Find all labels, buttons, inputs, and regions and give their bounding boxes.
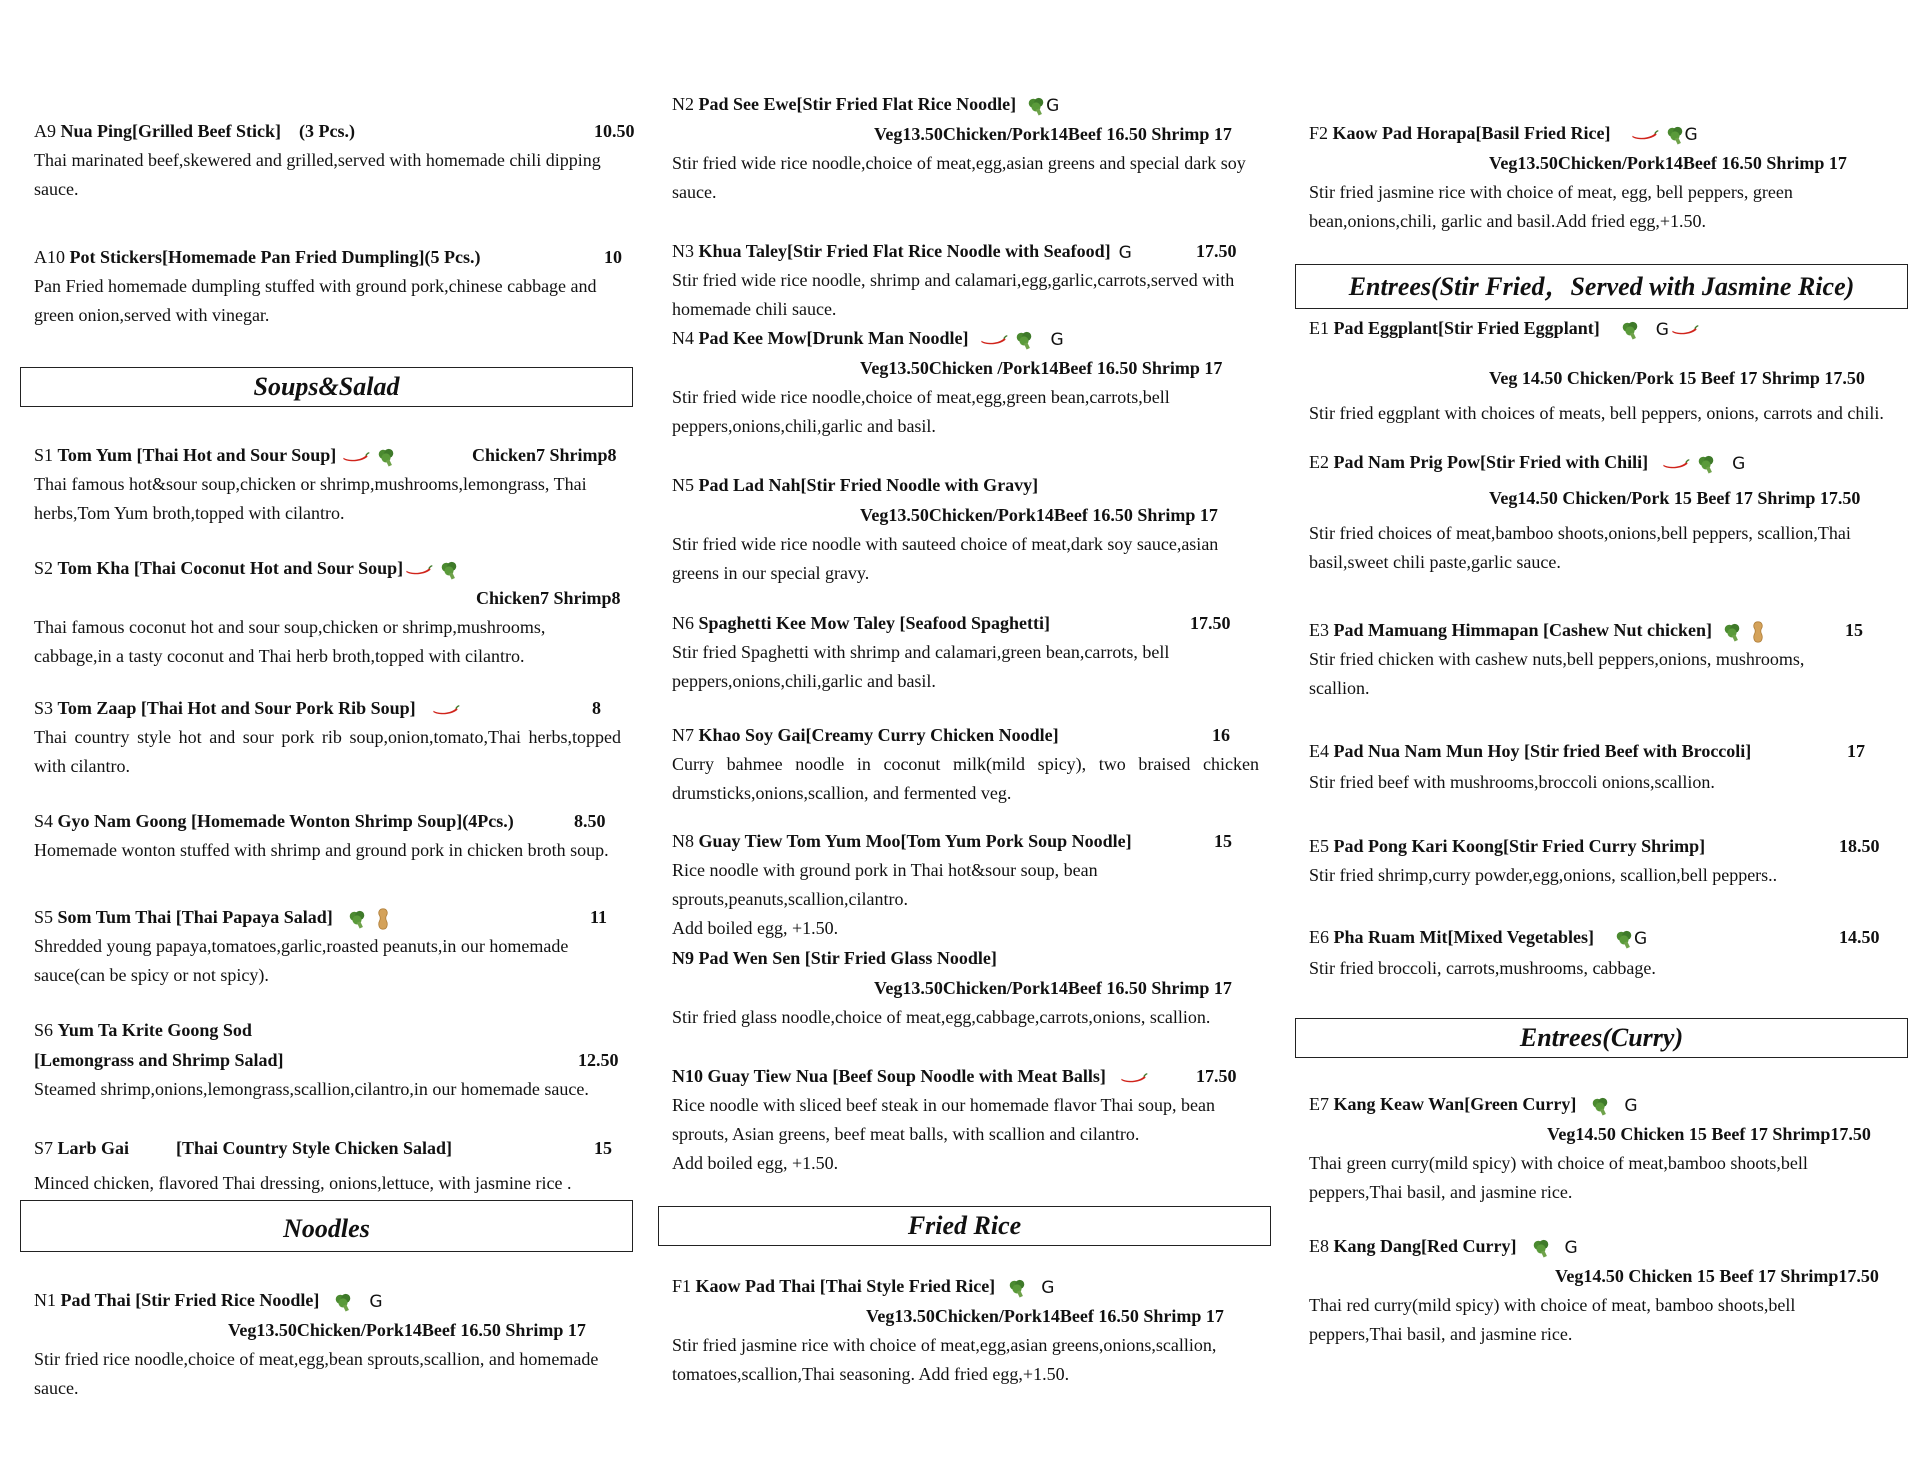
description: Curry bahmee noodle in coconut milk(mild spicy), two braised chicken drumsticks,onions,scallion, and fermented veg.	[672, 754, 1259, 803]
description: Rice noodle with ground pork in Thai hot&sour soup, bean sprouts,peanuts,scallion,cilantro.	[672, 860, 1098, 909]
menu-item-s5: S5 Som Tum Thai [Thai Papaya Salad] 11 Shredded young papaya,tomatoes,garlic,roasted peanuts,in our homemade sauce(can be spicy or not spicy).	[34, 902, 621, 990]
menu-item-s1: S1 Tom Yum [Thai Hot and Sour Soup] Chicken7 Shrimp8 Thai famous hot&sour soup,chicken or shrimp,mushrooms,lemongrass, Thai herbs,Tom Yum broth,topped with cilantro.	[34, 440, 621, 528]
broccoli-icon	[376, 447, 396, 467]
menu-item-n2: N2 Pad See Ewe[Stir Fried Flat Rice Noodle] G Veg13.50Chicken/Pork14Beef 16.50 Shrimp 17 Stir fried wide rice noodle,choice of meat,egg,asian greens and special dark soy sauce.	[672, 89, 1259, 207]
description: Stir fried wide rice noodle with sauteed choice of meat,dark soy sauce,asian greens in our special gravy.	[672, 534, 1219, 583]
price: 16	[1212, 725, 1230, 745]
broccoli-icon	[1665, 125, 1685, 145]
menu-item-n4: N4 Pad Kee Mow[Drunk Man Noodle] G Veg13.50Chicken /Pork14Beef 16.50 Shrimp 17 Stir fried wide rice noodle,choice of meat,egg,green bean,carrots,bell peppers,onions,chili,garlic and basil.	[672, 323, 1259, 441]
price: 17.50	[1190, 613, 1231, 633]
gluten-free-marker: G	[1624, 1095, 1638, 1116]
description: Thai country style hot and sour pork rib soup,onion,tomato,Thai herbs,topped with cilantro.	[34, 727, 621, 776]
menu-item-e8: E8 Kang Dang[Red Curry] G Veg14.50 Chicken 15 Beef 17 Shrimp17.50 Thai red curry(mild spicy) with choice of meat, bamboo shoots,bell peppers,Thai basil, and jasmine rice.	[1309, 1231, 1896, 1349]
chili-icon	[1120, 1072, 1148, 1084]
price: Veg13.50Chicken/Pork14Beef 16.50 Shrimp 17	[860, 505, 1218, 525]
price: 14.50	[1839, 927, 1880, 947]
description: Thai red curry(mild spicy) with choice of meat, bamboo shoots,bell peppers,Thai basil, and jasmine rice.	[1309, 1295, 1796, 1344]
menu-item-e7: E7 Kang Keaw Wan[Green Curry] G Veg14.50 Chicken 15 Beef 17 Shrimp17.50 Thai green curry(mild spicy) with choice of meat,bamboo shoots,bell peppers,Thai basil, and jasmine rice.	[1309, 1089, 1896, 1207]
price: Veg13.50Chicken/Pork14Beef 16.50 Shrimp 17	[866, 1306, 1224, 1326]
price: Chicken7 Shrimp8	[476, 588, 621, 608]
price: 8.50	[574, 811, 606, 831]
chili-icon	[405, 564, 433, 576]
gluten-free-marker: G	[1655, 319, 1669, 340]
description: Stir fried jasmine rice with choice of meat, egg, bell peppers, green bean,onions,chili, garlic and basil.Add fried egg,+1.50.	[1309, 182, 1793, 231]
menu-item-e1: E1 Pad Eggplant[Stir Fried Eggplant] G Veg 14.50 Chicken/Pork 15 Beef 17 Shrimp 17.50 Stir fried eggplant with choices of meats, bell peppers, onions, carrots and chili.	[1309, 313, 1896, 428]
section-header-fried-rice: Fried Rice	[658, 1206, 1271, 1246]
peanut-icon	[1752, 621, 1764, 643]
price: Veg13.50Chicken/Pork14Beef 16.50 Shrimp 17	[228, 1320, 586, 1340]
description: Stir fried glass noodle,choice of meat,egg,cabbage,carrots,onions, scallion.	[672, 1007, 1211, 1027]
chili-icon	[1671, 324, 1699, 336]
broccoli-icon	[1722, 622, 1742, 642]
price: 10	[604, 247, 622, 267]
chili-icon	[980, 334, 1008, 346]
description: Stir fried shrimp,curry powder,egg,onions, scallion,bell peppers..	[1309, 865, 1778, 885]
menu-item-e4: E4 Pad Nua Nam Mun Hoy [Stir fried Beef with Broccoli] 17 Stir fried beef with mushrooms,broccoli onions,scallion.	[1309, 736, 1896, 797]
price: 15	[594, 1138, 612, 1158]
menu-item-n1: N1 Pad Thai [Stir Fried Rice Noodle] G Veg13.50Chicken/Pork14Beef 16.50 Shrimp 17 Stir fried rice noodle,choice of meat,egg,bean sprouts,scallion, and homemade sauce.	[34, 1285, 621, 1403]
chili-icon	[342, 451, 370, 463]
menu-item-e6: E6 Pha Ruam Mit[Mixed Vegetables] G 14.50 Stir fried broccoli, carrots,mushrooms, cabbage.	[1309, 922, 1896, 983]
description: Thai green curry(mild spicy) with choice of meat,bamboo shoots,bell peppers,Thai basil, and jasmine rice.	[1309, 1153, 1808, 1202]
description: Stir fried chicken with cashew nuts,bell peppers,onions, mushrooms, scallion.	[1309, 649, 1805, 698]
description: Rice noodle with sliced beef steak in our homemade flavor Thai soup, bean sprouts, Asian greens, beef meat balls, with scallion and cilantro.	[672, 1095, 1216, 1144]
broccoli-icon	[347, 909, 367, 929]
menu-item-n6: N6 Spaghetti Kee Mow Taley [Seafood Spaghetti] 17.50 Stir fried Spaghetti with shrimp and calamari,green bean,carrots, bell peppers,onions,chili,garlic and basil.	[672, 608, 1259, 696]
description: Shredded young papaya,tomatoes,garlic,roasted peanuts,in our homemade sauce(can be spicy or not spicy).	[34, 936, 569, 985]
description: Thai famous hot&sour soup,chicken or shrimp,mushrooms,lemongrass, Thai herbs,Tom Yum broth,topped with cilantro.	[34, 474, 587, 523]
menu-item-f2: F2 Kaow Pad Horapa[Basil Fried Rice] G Veg13.50Chicken/Pork14Beef 16.50 Shrimp 17 Stir fried jasmine rice with choice of meat, egg, bell peppers, green bean,onions,chili, garlic and basil.Add fried egg,+1.50.	[1309, 118, 1896, 236]
description: Pan Fried homemade dumpling stuffed with ground pork,chinese cabbage and green onion,served with vinegar.	[34, 276, 597, 325]
price: 15	[1214, 831, 1232, 851]
price: 8	[592, 698, 601, 718]
description: Stir fried eggplant with choices of meats, bell peppers, onions, carrots and chili.	[1309, 403, 1884, 423]
section-header-soups-salad: Soups&Salad	[20, 367, 633, 407]
menu-item-e5: E5 Pad Pong Kari Koong[Stir Fried Curry Shrimp] 18.50 Stir fried shrimp,curry powder,egg,onions, scallion,bell peppers..	[1309, 831, 1896, 890]
broccoli-icon	[1531, 1238, 1551, 1258]
add-on-note: Add boiled egg, +1.50.	[672, 1153, 839, 1173]
broccoli-icon	[1590, 1096, 1610, 1116]
price: 18.50	[1839, 836, 1880, 856]
menu-item-s4: S4 Gyo Nam Goong [Homemade Wonton Shrimp Soup](4Pcs.) 8.50 Homemade wonton stuffed with shrimp and ground pork in chicken broth soup.	[34, 806, 621, 865]
section-header-entrees-curry: Entrees(Curry)	[1295, 1018, 1908, 1058]
broccoli-icon	[1696, 454, 1716, 474]
broccoli-icon	[1026, 96, 1046, 116]
menu-item-s2: S2 Tom Kha [Thai Coconut Hot and Sour Soup] Chicken7 Shrimp8 Thai famous coconut hot and sour soup,chicken or shrimp,mushrooms, cabbage,in a tasty coconut and Thai herb broth,topped with cilantro.	[34, 553, 621, 671]
price: Chicken7 Shrimp8	[472, 445, 617, 465]
menu-item-n5: N5 Pad Lad Nah[Stir Fried Noodle with Gravy] Veg13.50Chicken/Pork14Beef 16.50 Shrimp 17 Stir fried wide rice noodle with sauteed choice of meat,dark soy sauce,asian greens in our special gravy.	[672, 470, 1259, 588]
add-on-note: Add boiled egg, +1.50.	[672, 918, 839, 938]
broccoli-icon	[1614, 929, 1634, 949]
broccoli-icon	[1620, 320, 1640, 340]
price: Veg13.50Chicken/Pork14Beef 16.50 Shrimp 17	[1489, 153, 1847, 173]
menu-item-s6: S6 Yum Ta Krite Goong Sod [Lemongrass and Shrimp Salad] 12.50 Steamed shrimp,onions,lemongrass,scallion,cilantro,in our homemade sauce.	[34, 1015, 621, 1104]
gluten-free-marker: G	[369, 1291, 383, 1312]
menu-item-a9: A9 Nua Ping[Grilled Beef Stick] (3 Pcs.) 10.50 Thai marinated beef,skewered and grilled,served with homemade chili dipping sauce.	[34, 116, 621, 204]
description: Thai marinated beef,skewered and grilled,served with homemade chili dipping sauce.	[34, 150, 601, 199]
description: Stir fried Spaghetti with shrimp and calamari,green bean,carrots, bell peppers,onions,chili,garlic and basil.	[672, 642, 1170, 691]
broccoli-icon	[1007, 1278, 1027, 1298]
menu-item-n3: N3 Khua Taley[Stir Fried Flat Rice Noodle with Seafood] G 17.50 Stir fried wide rice noodle, shrimp and calamari,egg,garlic,carrots,served with homemade chili sauce.	[672, 236, 1259, 324]
gluten-free-marker: G	[1564, 1237, 1578, 1258]
chili-icon	[1631, 129, 1659, 141]
description: Stir fried choices of meat,bamboo shoots,onions,bell peppers, scallion,Thai basil,sweet chili paste,garlic sauce.	[1309, 523, 1851, 572]
menu-item-a10: A10 Pot Stickers[Homemade Pan Fried Dumpling](5 Pcs.) 10 Pan Fried homemade dumpling stuffed with ground pork,chinese cabbage and green onion,served with vinegar.	[34, 242, 621, 330]
section-header-entrees-stir-fried: Entrees(Stir Fried，Served with Jasmine Rice)	[1295, 264, 1908, 309]
menu-item-n8: N8 Guay Tiew Tom Yum Moo[Tom Yum Pork Soup Noodle] 15 Rice noodle with ground pork in Thai hot&sour soup, bean sprouts,peanuts,scallion,cilantro. Add boiled egg, +1.50.	[672, 826, 1259, 943]
price: Veg14.50 Chicken 15 Beef 17 Shrimp17.50	[1555, 1266, 1879, 1286]
description: Minced chicken, flavored Thai dressing, onions,lettuce, with jasmine rice .	[34, 1173, 572, 1193]
description: Stir fried broccoli, carrots,mushrooms, cabbage.	[1309, 958, 1656, 978]
section-header-noodles: Noodles	[20, 1200, 633, 1252]
gluten-free-marker: G	[1118, 242, 1132, 263]
price: Veg13.50Chicken/Pork14Beef 16.50 Shrimp 17	[874, 978, 1232, 998]
broccoli-icon	[1014, 330, 1034, 350]
description: Stir fried wide rice noodle,choice of meat,egg,green bean,carrots,bell peppers,onions,chili,garlic and basil.	[672, 387, 1170, 436]
price: 17.50	[1196, 241, 1237, 261]
price: Veg13.50Chicken/Pork14Beef 16.50 Shrimp 17	[874, 124, 1232, 144]
broccoli-icon	[333, 1292, 353, 1312]
description: Stir fried wide rice noodle, shrimp and calamari,egg,garlic,carrots,served with homemade chili sauce.	[672, 270, 1235, 319]
gluten-free-marker: G	[1050, 329, 1064, 350]
price: 17	[1847, 741, 1865, 761]
broccoli-icon	[439, 560, 459, 580]
description: Stir fried rice noodle,choice of meat,egg,bean sprouts,scallion, and homemade sauce.	[34, 1349, 599, 1398]
price: 11	[590, 907, 608, 927]
description: Stir fried jasmine rice with choice of meat,egg,asian greens,onions,scallion, tomatoes,scallion,Thai seasoning. Add fried egg,+1.50.	[672, 1335, 1217, 1384]
gluten-free-marker: G	[1633, 928, 1648, 949]
price: 15	[1845, 620, 1863, 640]
gluten-free-marker: G	[1684, 124, 1698, 145]
chili-icon	[432, 704, 460, 716]
menu-item-s3: S3 Tom Zaap [Thai Hot and Sour Pork Rib Soup] 8 Thai country style hot and sour pork rib soup,onion,tomato,Thai herbs,topped with cilantro.	[34, 693, 621, 781]
menu-item-f1: F1 Kaow Pad Thai [Thai Style Fried Rice] G Veg13.50Chicken/Pork14Beef 16.50 Shrimp 17 Stir fried jasmine rice with choice of meat,egg,asian greens,onions,scallion, tomatoes,scallion,Thai seasoning. Add fried egg,+1.50.	[672, 1271, 1259, 1389]
menu-item-e2: E2 Pad Nam Prig Pow[Stir Fried with Chili] G Veg14.50 Chicken/Pork 15 Beef 17 Shrimp 17.50 Stir fried choices of meat,bamboo shoots,onions,bell peppers, scallion,Thai basil,sweet chili paste,garlic sauce.	[1309, 447, 1896, 577]
description: Homemade wonton stuffed with shrimp and ground pork in chicken broth soup.	[34, 840, 609, 860]
gluten-free-marker: G	[1732, 453, 1746, 474]
chili-icon	[1662, 458, 1690, 470]
gluten-free-marker: G	[1046, 95, 1060, 116]
price: Veg13.50Chicken /Pork14Beef 16.50 Shrimp 17	[860, 358, 1223, 378]
menu-item-s7: S7 Larb Gai [Thai Country Style Chicken Salad] 15 Minced chicken, flavored Thai dressing, onions,lettuce, with jasmine rice .	[34, 1133, 621, 1198]
gluten-free-marker: G	[1041, 1277, 1055, 1298]
description: Stir fried beef with mushrooms,broccoli onions,scallion.	[1309, 772, 1715, 792]
price: 17.50	[1196, 1066, 1237, 1086]
price: Veg14.50 Chicken 15 Beef 17 Shrimp17.50	[1547, 1124, 1871, 1144]
menu-item-e3: E3 Pad Mamuang Himmapan [Cashew Nut chicken] 15 Stir fried chicken with cashew nuts,bell peppers,onions, mushrooms, scallion.	[1309, 615, 1896, 703]
price: Veg14.50 Chicken/Pork 15 Beef 17 Shrimp 17.50	[1489, 488, 1861, 508]
description: Thai famous coconut hot and sour soup,chicken or shrimp,mushrooms, cabbage,in a tasty coconut and Thai herb broth,topped with cilantro.	[34, 617, 546, 666]
price: 10.50	[594, 121, 635, 141]
description: Stir fried wide rice noodle,choice of meat,egg,asian greens and special dark soy sauce.	[672, 153, 1246, 202]
menu-item-n9: N9 Pad Wen Sen [Stir Fried Glass Noodle] Veg13.50Chicken/Pork14Beef 16.50 Shrimp 17 Stir fried glass noodle,choice of meat,egg,cabbage,carrots,onions, scallion.	[672, 943, 1259, 1032]
peanut-icon	[377, 908, 389, 930]
menu-item-n10: N10 Guay Tiew Nua [Beef Soup Noodle with Meat Balls] 17.50 Rice noodle with sliced beef steak in our homemade flavor Thai soup, bean sprouts, Asian greens, beef meat balls, with scallion and cilantro. Add boiled egg, +1.50.	[672, 1061, 1259, 1178]
price: 12.50	[578, 1050, 619, 1070]
price: Veg 14.50 Chicken/Pork 15 Beef 17 Shrimp 17.50	[1489, 368, 1865, 388]
description: Steamed shrimp,onions,lemongrass,scallion,cilantro,in our homemade sauce.	[34, 1079, 589, 1099]
menu-item-n7: N7 Khao Soy Gai[Creamy Curry Chicken Noodle] 16 Curry bahmee noodle in coconut milk(mild spicy), two braised chicken drumsticks,onions,scallion, and fermented veg.	[672, 720, 1259, 808]
